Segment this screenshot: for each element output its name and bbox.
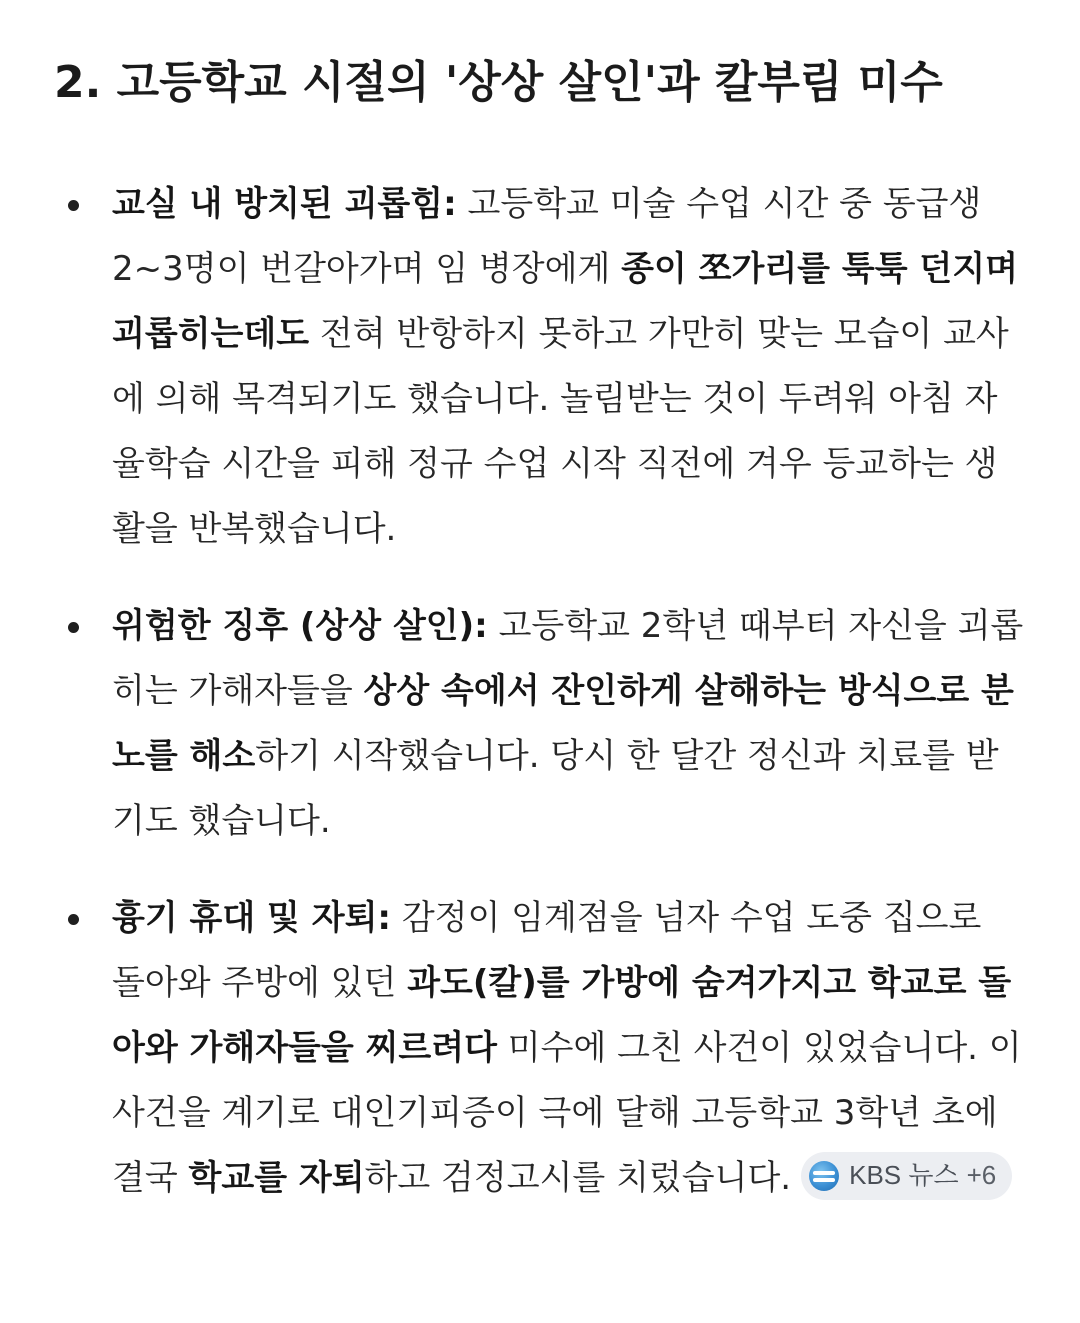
bullet-list (54, 172, 1024, 1211)
source-chip-label: KBS 뉴스 (849, 1160, 959, 1190)
list-item (54, 886, 1024, 1211)
bullet-heading: 교실 내 방치된 괴롭힘: (112, 184, 457, 224)
source-chip-count: +6 (966, 1160, 997, 1190)
bullet-text: 고등학교 2학년 때부터 자신을 괴롭히는 가해자들을 (112, 606, 1024, 711)
bullet-dot-icon (68, 200, 79, 211)
source-chip-button[interactable] (801, 1152, 1012, 1200)
bullet-text: 전혀 반항하지 못하고 가만히 맞는 모습이 교사에 의해 목격되기도 했습니다. 놀림받는 것이 두려워 아침 자율학습 시간을 피해 정규 수업 시작 직전에 겨우 등교하는 생활을 반복했습니다. (112, 314, 1009, 549)
list-item (54, 172, 1024, 562)
bullet-text: 미수에 그친 사건이 있었습니다. 이 사건을 계기로 대인기피증이 극에 달해 고등학교 3학년 초에 결국 (112, 1028, 1022, 1198)
bullet-heading: 흉기 휴대 및 자퇴: (112, 898, 392, 938)
bullet-heading: 위험한 징후 (상상 살인): (112, 606, 488, 646)
bullet-emphasis: 과도(칼)를 가방에 숨겨가지고 학교로 돌아와 가해자들을 찌르려다 (112, 963, 1012, 1068)
bullet-text: 하기 시작했습니다. 당시 한 달간 정신과 치료를 받기도 했습니다. (112, 736, 999, 841)
bullet-dot-icon (68, 622, 79, 633)
bullet-text: 하고 검정고시를 치렀습니다. (364, 1158, 792, 1198)
bullet-emphasis: 상상 속에서 잔인하게 살해하는 방식으로 분노를 해소 (112, 671, 1014, 776)
kbs-logo-icon (809, 1161, 839, 1191)
bullet-text: 감정이 임계점을 넘자 수업 도중 집으로 돌아와 주방에 있던 (112, 898, 982, 1003)
bullet-emphasis: 학교를 자퇴 (188, 1158, 365, 1198)
list-item (54, 594, 1024, 854)
section-heading: 2. 고등학교 시절의 '상상 살인'과 칼부림 미수 (54, 57, 943, 108)
bullet-text: 고등학교 미술 수업 시간 중 동급생 2~3명이 번갈아가며 임 병장에게 (112, 184, 982, 289)
bullet-dot-icon (68, 914, 79, 925)
bullet-emphasis: 종이 쪼가리를 툭툭 던지며 괴롭히는데도 (112, 249, 1018, 354)
